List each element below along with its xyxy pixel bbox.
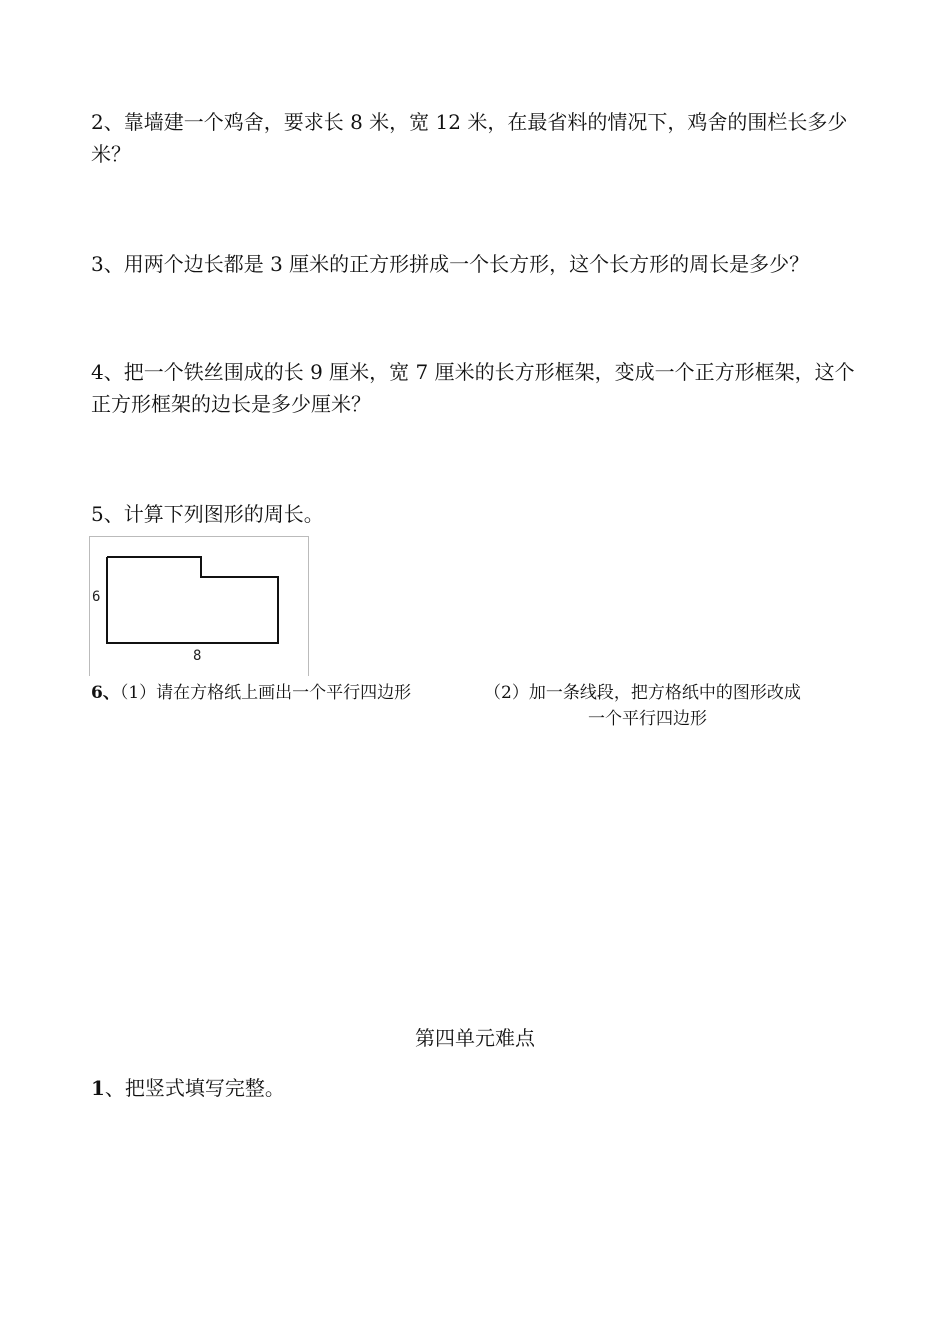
figure-label-8: 8 [193,648,202,664]
question-2: 2、靠墙建一个鸡舍，要求长 8 米，宽 12 米，在最省料的情况下，鸡舍的围栏长多少米？ [91,110,848,166]
question-4: 4、把一个铁丝围成的长 9 厘米，宽 7 厘米的长方形框架，变成一个正方形框架，这个正方形框架的边长是多少厘米？ [91,360,855,416]
question-1 [91,1072,871,1104]
question-6-part-2 [484,680,844,732]
unit-title: 第四单元难点 [415,1026,535,1050]
question-1-number: 1 [91,1076,105,1100]
question-6-part-2-text-line2: 一个平行四边形 [588,709,707,729]
question-6-number: 6、 [91,683,120,703]
perimeter-figure [89,536,309,676]
question-6-part-1-num: （1） [119,683,157,703]
question-5: 5、计算下列图形的周长。 [91,502,324,526]
question-6-part-1 [91,680,411,706]
l-shape-outline [107,557,278,643]
question-3: 3、用两个边长都是 3 厘米的正方形拼成一个长方形，这个长方形的周长是多少？ [91,252,810,276]
figure-label-6: 6 [92,589,101,605]
question-6-part-2-text-line1: 加一条线段，把方格纸中的图形改成 [528,683,801,703]
question-6-part-1-text: 请在方格纸上画出一个平行四边形 [156,683,412,703]
question-1-text: 、把竖式填写完整。 [104,1076,285,1100]
question-6-part-2-num: （2） [484,683,529,703]
